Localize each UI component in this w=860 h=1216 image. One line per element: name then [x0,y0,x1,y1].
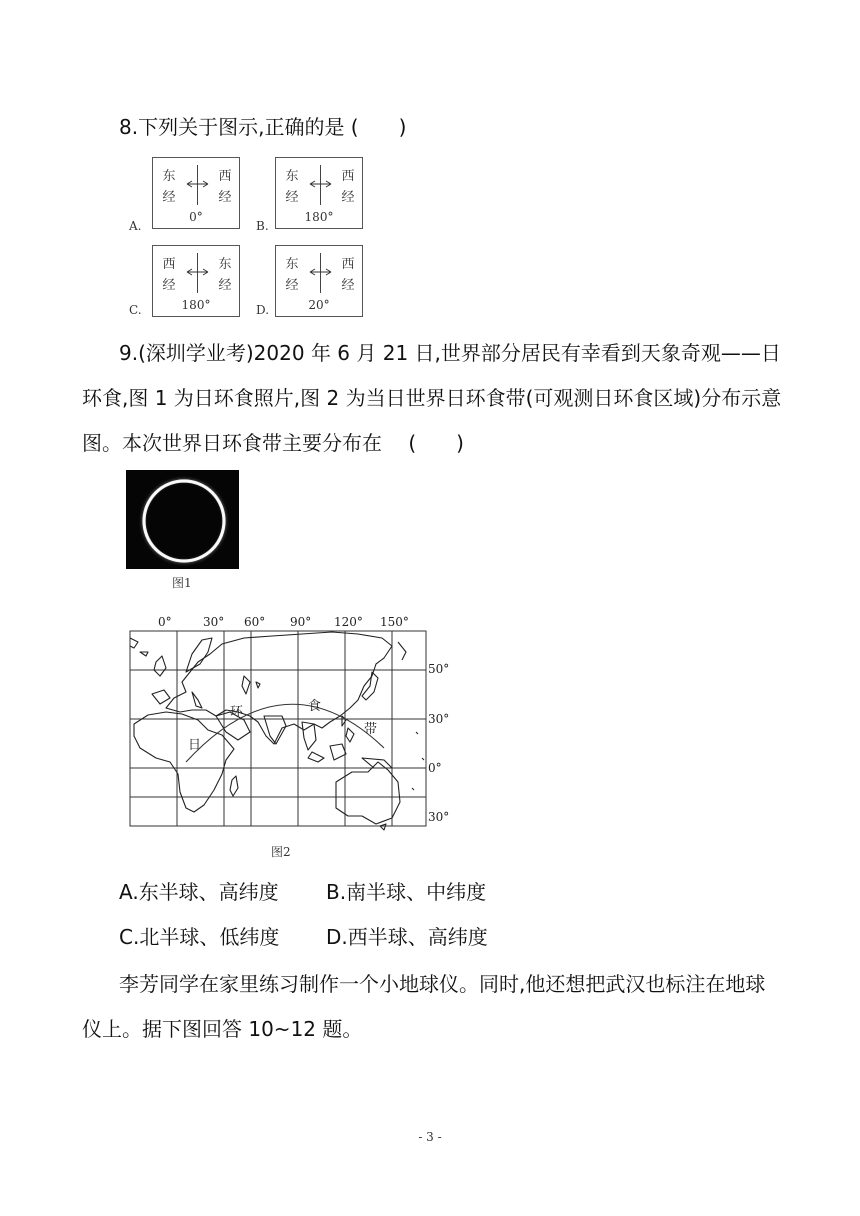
longitude-label: 60° [244,615,266,629]
q9-option-c: C.北半球、低纬度 [119,925,280,949]
figure2-caption: 图2 [271,845,291,859]
q8-option-letter: B. [256,219,269,233]
double-arrow-icon [186,267,209,277]
continent-outlines [130,632,424,830]
eclipse-band-char: 环 [230,705,244,720]
q8-left-label: 东 经 [285,257,299,293]
longitude-label: 90° [290,615,312,629]
eclipse-band-char: 日 [188,738,202,753]
q8-option-letter: D. [256,303,270,317]
longitude-label: 150° [380,615,409,629]
eclipse-band-char: 带 [364,722,378,737]
intro-line-2: 仪上。据下图回答 10~12 题。 [82,1017,363,1041]
q8-right-label: 西 经 [341,257,355,293]
q9-stem-line-3: 图。本次世界日环食带主要分布在 ( ) [82,431,464,455]
longitude-label: 120° [334,615,363,629]
q8-right-label: 西 经 [218,169,232,205]
figure1-caption: 图1 [172,576,192,590]
q8-left-label: 东 经 [285,169,299,205]
q8-option-box [152,245,240,317]
q8-option-box [152,157,240,229]
q8-degree-label: 180° [181,298,211,312]
longitude-label: 0° [158,615,172,629]
q8-degree-label: 0° [189,210,203,224]
eclipse-ring-icon [126,470,239,569]
double-arrow-icon [309,267,332,277]
q8-option-letter: A. [129,219,142,233]
double-arrow-icon [309,179,332,189]
q8-stem: 8.下列关于图示,正确的是 ( ) [119,115,407,139]
eclipse-band-char: 食 [308,699,322,714]
q9-stem-line-2: 环食,图 1 为日环食照片,图 2 为当日世界日环食带(可观测日环食区域)分布示意 [82,386,782,410]
latitude-label: 0° [428,761,442,775]
q8-option-box [275,245,363,317]
latitude-label: 30° [428,810,450,824]
q9-stem-line-1: 9.(深圳学业考)2020 年 6 月 21 日,世界部分居民有幸看到天象奇观——日 [119,341,781,365]
q9-option-b: B.南半球、中纬度 [326,880,487,904]
q8-degree-label: 20° [308,298,330,312]
q8-option-box [275,157,363,229]
q8-option-letter: C. [129,303,142,317]
q8-right-label: 东 经 [218,257,232,293]
longitude-label: 30° [203,615,225,629]
eclipse-band-map [126,612,466,838]
q9-option-a: A.东半球、高纬度 [119,880,279,904]
double-arrow-icon [186,179,209,189]
latitude-label: 50° [428,662,450,676]
latitude-label: 30° [428,712,450,726]
q8-left-label: 东 经 [162,169,176,205]
q8-degree-label: 180° [304,210,334,224]
eclipse-photo [126,470,239,569]
page-number: - 3 - [418,1130,442,1144]
q9-option-d: D.西半球、高纬度 [326,925,488,949]
q8-right-label: 西 经 [341,169,355,205]
intro-line-1: 李芳同学在家里练习制作一个小地球仪。同时,他还想把武汉也标注在地球 [119,972,766,996]
q8-left-label: 西 经 [162,257,176,293]
